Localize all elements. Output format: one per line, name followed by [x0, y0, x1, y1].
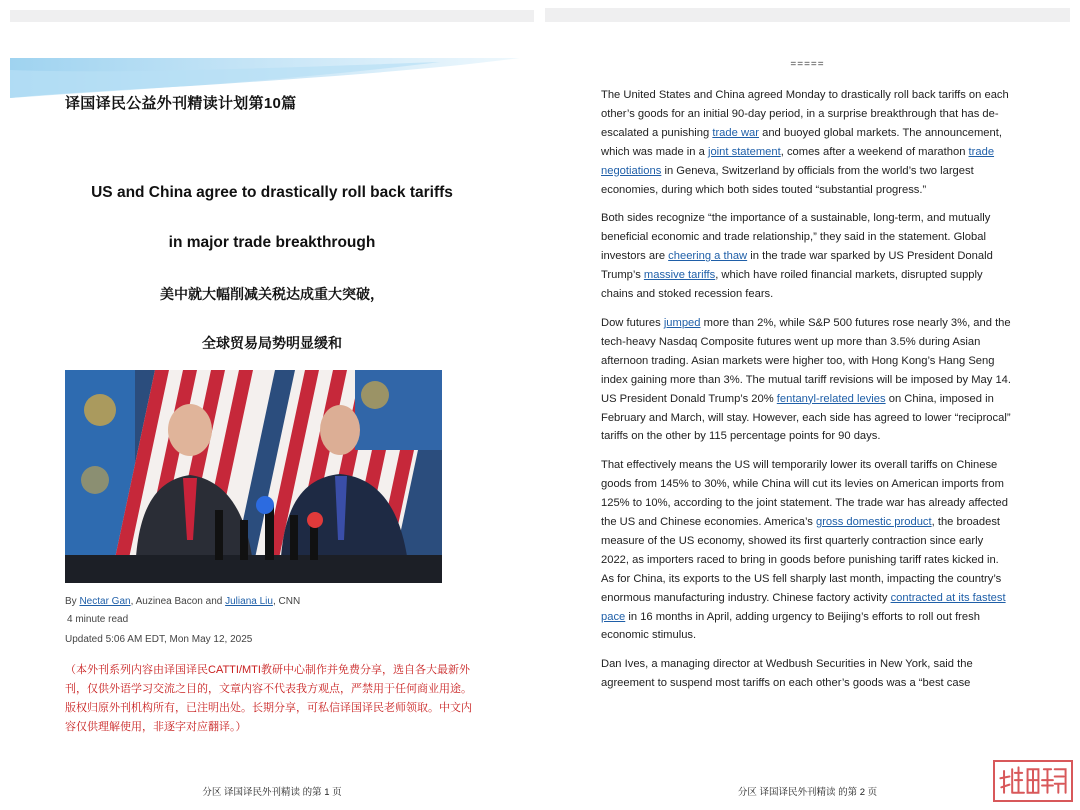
headline-en-line-1: US and China agree to drastically roll back tariffs [91, 184, 453, 201]
section-divider: ===== [790, 59, 825, 70]
paragraph-1 [601, 86, 1011, 199]
text-run: Dow futures [601, 316, 664, 329]
text-run: , which have roiled financial markets, disrupted supply chains and stoked recession fears. [601, 269, 983, 301]
paragraph-2 [601, 209, 1011, 304]
link-gross-domestic-product[interactable]: gross domestic product [815, 516, 932, 529]
series-title: 译国译民公益外刊精读计划第10篇 [65, 95, 297, 112]
link-trade-negotiations[interactable]: trade negotiations [601, 145, 995, 177]
byline [65, 596, 300, 607]
page-footer-2: 分区 译国译民外刊精读 的第 2 页 [737, 787, 878, 798]
text-run: , the broadest measure of the US economy, showed its first quarterly contraction since early 2022, as importers raced to bring in goods before punishing tariff rates kicked in. As for China, its exports to the US fell sharply last month, impacting the country’s enormous manufacturing industry. Chinese factory activity [601, 516, 1002, 604]
text-run: and buoyed global markets. The announcement, which was made in a [601, 126, 1002, 158]
headline-zh-line-2: 全球贸易局势明显缓和 [202, 335, 342, 351]
link-joint-statement[interactable]: joint statement [707, 145, 781, 158]
page-top-bar [545, 8, 1070, 22]
copyright-notice: （本外刊系列内容由译国译民CATTI/MTI教研中心制作并免费分享，选自各大最新外刊，仅供外语学习交流之目的，文章内容不代表我方观点，严禁用于任何商业用途。版权归原外刊机构所有，已注明出处。长期分享，可私信译国译民老师领取。中文内容仅供理解使用，非逐字对应翻译。） [65, 664, 472, 733]
text-run: in the trade war sparked by US President Donald Trump’s [601, 250, 993, 282]
headline-zh-line-1: 美中就大幅削减关税达成重大突破， [160, 286, 384, 302]
article-body [601, 86, 1011, 703]
link-massive-tariffs[interactable]: massive tariffs [643, 269, 716, 282]
paragraph-3 [601, 314, 1011, 446]
text-run: That effectively means the US will temporarily lower its overall tariffs on Chinese goods from 145% to 30%, while China will cut its levies on American imports from 125% to 10%, according to the joint statement. The trade war has already affected the US and Chinese economies. America’s [601, 459, 1008, 529]
text-run: in Geneva, Switzerland by officials from the world’s two largest economies, during which both sides touted “substantial progress.” [601, 164, 974, 196]
link-jumped[interactable]: jumped [663, 316, 701, 329]
headline-en-line-2: in major trade breakthrough [168, 234, 376, 251]
byline-suffix: , CNN [272, 596, 301, 607]
byline-prefix: By [65, 596, 80, 607]
page-1 [10, 8, 534, 804]
read-time: 4 minute read [67, 614, 129, 625]
press-conference-photo [65, 370, 442, 583]
text-run: The United States and China agreed Monday to drastically roll back tariffs on each other’s goods for an initial 90-day period, in a surprise breakthrough that has de-escalated a punishing [601, 89, 1009, 139]
link-cheering-a-thaw[interactable]: cheering a thaw [668, 250, 748, 263]
text-run: Dan Ives, a managing director at Wedbush Securities in New York, said the agreement to suspend most tariffs on each other’s goods was a “best case [601, 658, 973, 690]
sohu-watermark-seal [993, 760, 1073, 802]
text-run: on China, imposed in February and March, will stay. However, each side has agreed to lower “reciprocal” tariffs on the other by 115 percentage points for 90 days. [601, 392, 1011, 443]
link-trade-war[interactable]: trade war [712, 126, 759, 139]
page-top-bar [10, 10, 534, 22]
seal-glyphs-icon [995, 762, 1071, 800]
page-2 [545, 8, 1070, 804]
page-gap [534, 0, 545, 810]
byline-middle: , Auzinea Bacon and [130, 596, 226, 607]
link-fentanyl-related-levies[interactable]: fentanyl-related levies [776, 392, 886, 405]
page-footer-1: 分区 译国译民外刊精读 的第 1 页 [202, 787, 342, 798]
updated-timestamp: Updated 5:06 AM EDT, Mon May 12, 2025 [65, 634, 253, 645]
text-run: more than 2%, while S&P 500 futures rose nearly 3%, and the tech-heavy Nasdaq Composite futures went up more than 3.5% during Asian afternoon trading. Asian markets were higher too, with Hong Kong’s Hang Seng index gaining more than 3%. The mutual tariff revisions will be imposed by May 14. US President Donald Trump’s 20% [601, 316, 1012, 405]
text-run: Both sides recognize “the importance of a sustainable, long-term, and mutually beneficial economic and trade relationship,” they said in the statement. Global investors are [601, 212, 991, 263]
author-link-nectar-gan[interactable]: Nectar Gan [79, 596, 131, 607]
paragraph-5 [601, 655, 1011, 693]
author-link-juliana-liu[interactable]: Juliana Liu [225, 596, 273, 607]
text-run: , comes after a weekend of marathon [780, 145, 969, 158]
text-run: in 16 months in April, adding urgency to Beijing’s efforts to roll out fresh economic stimulus. [601, 610, 980, 642]
link-contracted-fastest-pace[interactable]: contracted at its fastest pace [601, 591, 1006, 623]
paragraph-4 [601, 456, 1011, 645]
